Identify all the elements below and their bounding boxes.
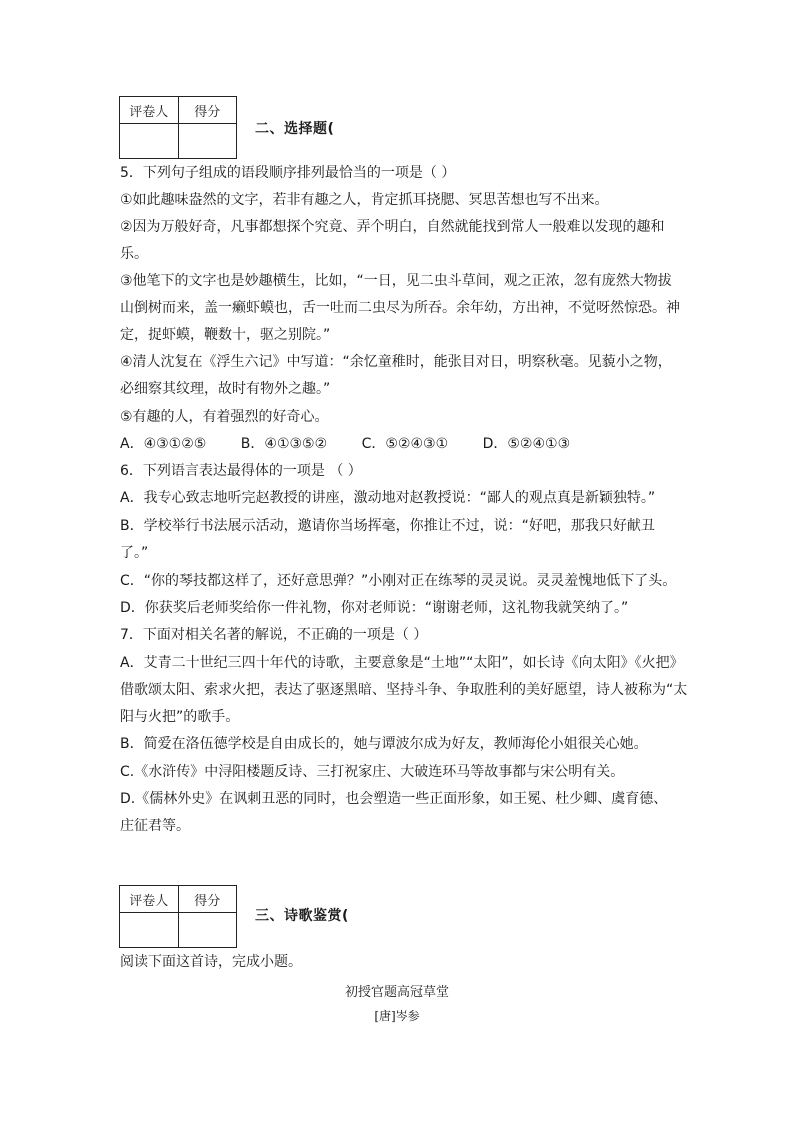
reviewer-cell xyxy=(120,913,179,948)
reviewer-label: 评卷人 xyxy=(120,97,179,124)
score-label: 得分 xyxy=(178,886,237,913)
q7-line: C.《水浒传》中浔阳楼题反诗、三打祝家庄、大破连环马等故事都与宋公明有关。 xyxy=(120,764,625,780)
section-2-title: 二、选择题( xyxy=(255,121,335,137)
q7-line: 阳与火把”的歌手。 xyxy=(120,709,240,725)
q7-line: B．简爱在洛伍德学校是自由成长的，她与谭波尔成为好友，教师海伦小姐很关心她。 xyxy=(120,736,648,752)
reading-instruction: 阅读下面这首诗，完成小题。 xyxy=(120,954,302,970)
q5-option-c: C．⑤②④③① xyxy=(361,436,449,452)
poem-author: [唐]岑参 xyxy=(374,1009,420,1023)
q5-line: ②因为万般好奇，凡事都想探个究竟、弄个明白，自然就能找到常人一般难以发现的趣和 xyxy=(120,219,665,235)
q6-stem: 6．下列语言表达最得体的一项是 （ ） xyxy=(120,463,362,479)
score-cell xyxy=(178,124,237,159)
score-label: 得分 xyxy=(178,97,237,124)
q7-line: 庄征君等。 xyxy=(120,818,190,834)
q6-line: 了。” xyxy=(120,545,149,561)
q7-line: A．艾青二十世纪三四十年代的诗歌，主要意象是“土地”“太阳”，如长诗《向太阳》《火把》 xyxy=(120,655,684,671)
score-table-section-2 xyxy=(119,96,237,159)
q5-line: ③他笔下的文字也是妙趣横生，比如，“一日，见二虫斗草间，观之正浓，忽有庞然大物拔 xyxy=(120,273,672,289)
q5-line: 定，捉虾蟆，鞭数十，驱之别院。” xyxy=(120,327,331,343)
reviewer-cell xyxy=(120,124,179,159)
q5-line: ⑤有趣的人，有着强烈的好奇心。 xyxy=(120,409,329,425)
score-table-section-3 xyxy=(119,885,237,948)
q5-stem: 5．下列句子组成的语段顺序排列最恰当的一项是（ ） xyxy=(120,165,456,181)
poem-title: 初授官题高冠草堂 xyxy=(344,985,449,1000)
q6-line: A．我专心致志地听完赵教授的讲座，激动地对赵教授说：“鄙人的观点真是新颖独特。” xyxy=(120,490,656,506)
q5-line: 必细察其纹理，故时有物外之趣。” xyxy=(120,381,331,397)
q5-line: 山倒树而来，盖一癞虾蟆也，舌一吐而二虫尽为所吞。余年幼，方出神，不觉呀然惊恐。神 xyxy=(120,300,680,316)
q5-option-b: B．④①③⑤② xyxy=(240,436,328,452)
q7-line: D.《儒林外史》在讽刺丑恶的同时，也会塑造一些正面形象，如王冕、杜少卿、虞育德、 xyxy=(120,791,668,807)
q5-option-d: D．⑤②④①③ xyxy=(482,436,571,452)
q5-options xyxy=(120,434,600,454)
q5-line: ④清人沈复在《浮生六记》中写道：“余忆童稚时，能张目对日，明察秋毫。见藐小之物， xyxy=(120,354,672,370)
q7-stem: 7．下面对相关名著的解说，不正确的一项是（ ） xyxy=(120,627,428,643)
q6-line: C．“你的琴技都这样了，还好意思弹？”小刚对正在练琴的灵灵说。灵灵羞愧地低下了头。 xyxy=(120,573,677,589)
q5-line: 乐。 xyxy=(120,246,148,262)
q7-line: 借歌颂太阳、索求火把，表达了驱逐黑暗、坚持斗争、争取胜利的美好愿望，诗人被称为“太 xyxy=(120,682,688,698)
section-3-title: 三、诗歌鉴赏( xyxy=(255,908,349,924)
q5-line: ①如此趣味盎然的文字，若非有趣之人，肯定抓耳挠腮、冥思苦想也写不出来。 xyxy=(120,192,609,208)
q6-line: D．你获奖后老师奖给你一件礼物，你对老师说：“谢谢老师，这礼物我就笑纳了。” xyxy=(120,600,629,616)
score-cell xyxy=(178,913,237,948)
q6-line: B．学校举行书法展示活动，邀请你当场挥毫，你推让不过，说：“好吧，那我只好献丑 xyxy=(120,518,655,534)
reviewer-label: 评卷人 xyxy=(120,886,179,913)
q5-option-a: A．④③①②⑤ xyxy=(120,436,207,452)
